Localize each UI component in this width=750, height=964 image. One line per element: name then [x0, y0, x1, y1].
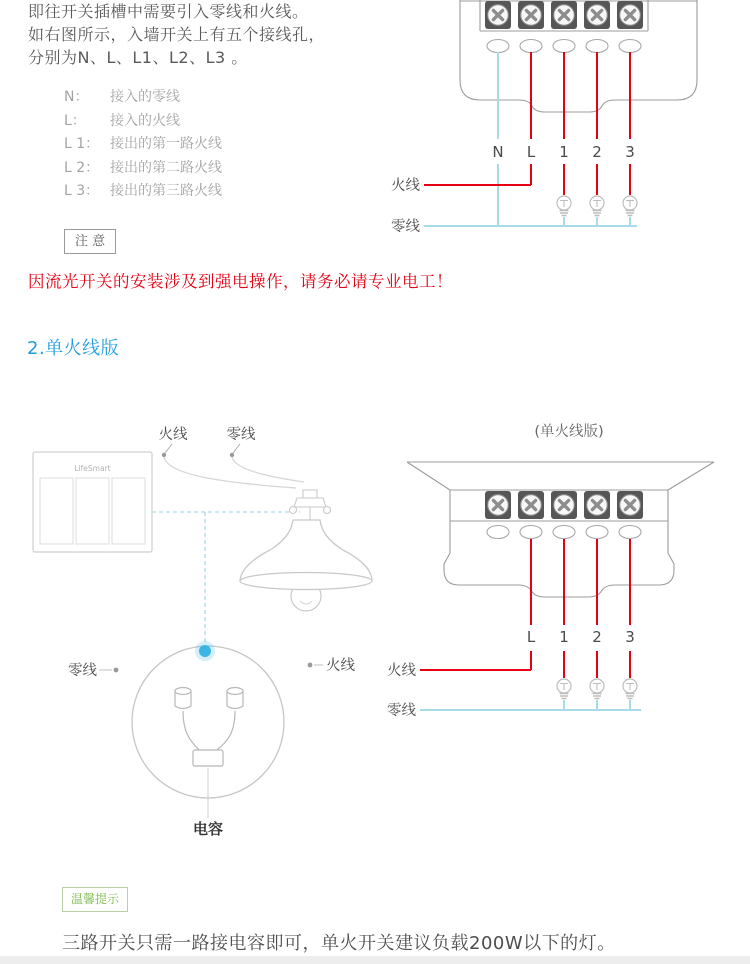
lamp-icons	[557, 679, 637, 699]
capacitor-label: 电容	[192, 820, 224, 838]
scene-neutral-label-top: 零线	[226, 427, 256, 443]
notice-label: 注 意	[75, 234, 106, 249]
warning-text: 因流光开关的安装涉及到强电操作，请务必请专业电工！	[28, 272, 453, 291]
neutral-label: 零线	[391, 219, 420, 235]
terminal-label: N	[492, 143, 504, 161]
neutral-label: 零线	[387, 703, 416, 718]
definition-term: L：	[64, 112, 86, 129]
definition-desc: 接入的火线	[110, 112, 180, 129]
ceiling-canopy	[290, 490, 331, 520]
terminal-screws	[485, 491, 643, 519]
wire-holes	[487, 526, 641, 539]
bottom-divider	[0, 956, 750, 964]
switch-button	[40, 478, 73, 544]
terminal-label: L	[526, 143, 536, 161]
terminal-label: L	[526, 628, 536, 646]
definition-term: L 1：	[64, 136, 100, 152]
terminal-labels	[527, 628, 635, 646]
live-label: 火线	[387, 663, 416, 679]
terminal-label: 3	[625, 143, 635, 161]
live-wires	[531, 52, 630, 195]
live-wires	[531, 539, 630, 678]
definition-desc: 接出的第二路火线	[110, 159, 222, 176]
intro-line: 即往开关插槽中需要引入零线和火线。	[28, 2, 309, 21]
scene-live-label-top: 火线	[158, 427, 188, 443]
intro-paragraph	[28, 0, 325, 69]
intro-line: 如右图所示，入墙开关上有五个接线孔，	[28, 25, 326, 44]
capacitor-body	[193, 750, 223, 766]
definition-desc: 接出的第三路火线	[110, 183, 222, 199]
definition-row	[64, 157, 222, 181]
scene-neutral-label-left: 零线	[68, 663, 97, 679]
tip-label: 温馨提示	[71, 892, 120, 906]
definition-row	[64, 110, 222, 134]
switch-button	[112, 478, 145, 544]
terminal-label: 3	[625, 628, 635, 646]
definition-list	[64, 86, 222, 204]
notice-box	[64, 229, 116, 254]
lamp-icons	[557, 196, 637, 216]
definition-row	[64, 133, 222, 157]
definition-row	[64, 86, 222, 110]
definition-term: L 3：	[64, 183, 100, 199]
terminal-label: 2	[592, 143, 602, 161]
section-heading: 2.单火线版	[27, 338, 120, 359]
definition-term: N：	[64, 89, 89, 105]
intro-line: 分别为N、L、L1、L2、L3 。	[28, 48, 248, 67]
single-wire-caption: (单火线版)	[534, 424, 604, 440]
terminal-label: 1	[559, 628, 569, 646]
diagram-three-wire	[380, 0, 720, 245]
zoom-dot	[199, 645, 211, 657]
terminal-label: 1	[559, 143, 569, 161]
neutral-stubs	[564, 700, 630, 710]
pendant-lamp	[240, 490, 372, 611]
lamp-shade	[240, 520, 372, 581]
live-label: 火线	[391, 178, 420, 194]
definition-desc: 接入的零线	[110, 89, 180, 105]
definition-desc: 接出的第一路火线	[110, 136, 222, 152]
definition-term: L 2：	[64, 159, 100, 176]
wall-switch	[33, 452, 152, 552]
terminal-labels	[492, 143, 634, 161]
neutral-stubs	[564, 217, 630, 226]
definition-row	[64, 180, 222, 204]
switch-button	[76, 478, 109, 544]
wire-holes	[487, 40, 641, 53]
scene-live-label-right: 火线	[326, 658, 355, 674]
wiring-scene	[20, 420, 380, 850]
terminal-label: 2	[592, 628, 602, 646]
footer-text: 三路开关只需一路接电容即可，单火开关建议负载200W以下的灯。	[62, 933, 616, 954]
terminal-screws	[485, 1, 643, 29]
tip-box	[62, 887, 128, 912]
switch-brand: LifeSmart	[74, 464, 111, 473]
ceiling-wires	[162, 444, 304, 488]
diagram-single-wire	[382, 418, 720, 718]
